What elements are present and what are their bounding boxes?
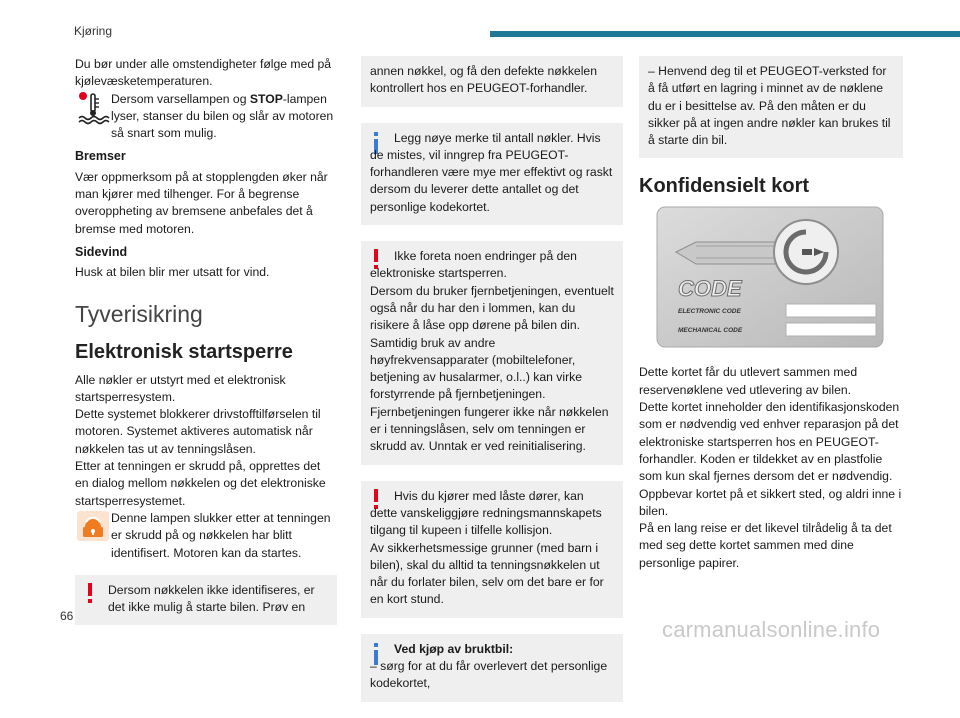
immobiliser-lamp-text: Denne lampen slukker etter at tenningen er skrudd på og nøkkelen har blitt identifisert. Motoren kan da startes. xyxy=(111,510,331,560)
brakes-subheading: Bremser xyxy=(75,149,126,164)
watermark: carmanualsonline.info xyxy=(662,617,881,642)
coolant-warning-text xyxy=(111,91,337,143)
locked-doors-warning-box xyxy=(361,481,623,618)
used-car-info-box xyxy=(361,634,623,702)
card-code-label: CODE xyxy=(678,276,742,302)
immobiliser-lamp-icon xyxy=(75,510,111,546)
key-not-identified-warning xyxy=(75,575,337,626)
confidential-card-text: Dette kortet får du utlevert sammen med reservenøklene ved utlevering av bilen. Dette kortet inneholder den identifikasjonskoden som er nødvendig ved enhver reparasjon på det elektroniske startsperren hos en PEUGEOT-forhandler. Koden er tildekket av en plastfolie som kun skal fjernes dersom det er nødvendig. Oppbevar kortet på et sikkert sted, og aldri inne i bilen. På en lang reise er det likevel tilrådelig å ta det med seg dette kortet sammen med dine personlige papirer. xyxy=(639,365,902,570)
column-left xyxy=(75,56,337,641)
coolant-paragraph: Du bør under alle omstendigheter følge med på kjølevæsketemperaturen. xyxy=(75,57,332,89)
brakes-text: Vær oppmerksom på at stopplengden øker når man kjører med tilhenger. For å begrense overoppheting av bremsene anbefales det å bremse med motoren. xyxy=(75,169,328,236)
card-electronic-code-label: ELECTRONIC CODE xyxy=(678,308,741,316)
key-memory-box xyxy=(639,56,903,158)
warning-exclamation-icon xyxy=(84,582,108,617)
theft-protection-heading: Tyverisikring xyxy=(75,300,203,327)
used-car-text: – sørg for at du får overlevert det personlige kodekortet, xyxy=(370,659,608,691)
no-modification-text: Ikke foreta noen endringer på den elektroniske startsperren. Dersom du bruker fjernbetjeningen, eventuelt også når du har den i lommen, kan du risikere å låse opp dørene på bilen din. Samtidig bruk av andre høyfrekvensapparater (mobiltelefoner, betjening av husalarmer, o.l..) kan virke forstyrrende på fjernbetjeningen. Fjernbetjeningen fungerer ikke når nøkkelen er i tenningslåsen, selv om tenningen er skrudd av. Unntak er ved reinitialisering. xyxy=(370,249,614,454)
confidential-card-heading: Konfidensielt kort xyxy=(639,175,810,198)
immobiliser-heading: Elektronisk startsperre xyxy=(75,340,293,363)
coolant-temperature-icon xyxy=(75,91,111,127)
coolant-warning-row xyxy=(75,91,337,143)
defective-key-box xyxy=(361,56,623,107)
header-accent-bar xyxy=(490,31,960,37)
column-right xyxy=(639,56,903,572)
coolant-warning-pre: Dersom varsellampen og xyxy=(111,91,250,106)
page-number: 66 xyxy=(60,609,74,623)
coolant-warning-post: -lampen lyser, stanser du bilen og slår av motoren så snart som mulig. xyxy=(111,91,334,141)
key-not-identified-text: Dersom nøkkelen ikke identifiseres, er det ikke mulig å starte bilen. Prøv en xyxy=(108,582,315,615)
header-section-title: Kjøring xyxy=(74,24,113,38)
crosswind-text: Husk at bilen blir mer utsatt for vind. xyxy=(75,265,270,280)
crosswind-subheading: Sidevind xyxy=(75,244,128,259)
no-modification-warning-box xyxy=(361,241,623,465)
immobiliser-text: Alle nøkler er utstyrt med et elektronisk startsperresystem. Dette systemet blokkerer drivstofftilførselen til motoren. Systemet aktiveres automatisk når nøkkelen tas ut av tenningslåsen. Etter at tenningen er skrudd på, opprettes det en dialog mellom nøkkelen og det elektroniske startsperresystemet. xyxy=(75,372,326,508)
key-memory-text: – Henvend deg til et PEUGEOT-verksted for å få utført en lagring i minnet av de nøklene du er i besittelse av. På den måten er du sikker på at ingen andre nøkler kan brukes til å starte din bil. xyxy=(648,64,891,148)
key-count-info-box xyxy=(361,123,623,225)
stop-lamp-label: STOP xyxy=(249,91,283,106)
key-count-info-text: Legg nøye merke til antall nøkler. Hvis de mistes, vil inngrep fra PEUGEOT-forhandleren være mye mer effektivt og raskt dersom du leverer dette antallet og det personlige kodekortet. xyxy=(370,130,613,214)
column-middle xyxy=(361,56,623,718)
locked-doors-text: Hvis du kjører med låste dører, kan dette vanskeliggjøre redningsmannskapets tilgang til kupeen i tilfelle kollisjon. Av sikkerhetsmessige grunner (med barn i bilen), skal du alltid ta tenningsnøkkelen ut når du forlater bilen, selv om det bare er for en kort stund. xyxy=(370,488,604,607)
defective-key-text: annen nøkkel, og få den defekte nøkkelen kontrollert hos en PEUGEOT-forhandler. xyxy=(370,64,597,96)
used-car-title: Ved kjøp av bruktbil: xyxy=(394,641,514,656)
card-mechanical-code-label: MECHANICAL CODE xyxy=(678,327,743,335)
key-code-card-icon xyxy=(656,206,884,348)
immobiliser-lamp-row xyxy=(75,510,337,562)
